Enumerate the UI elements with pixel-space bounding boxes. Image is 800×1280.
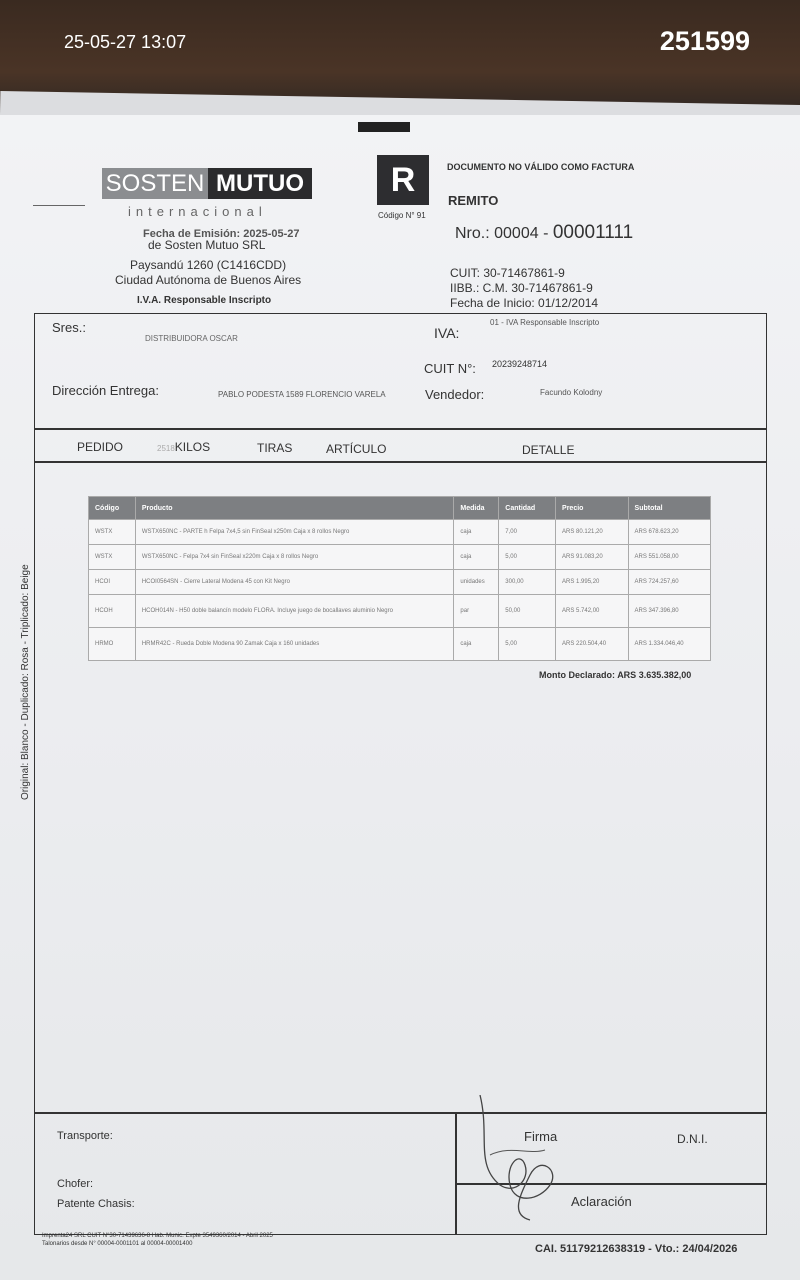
table-cell: WSTX [89, 520, 136, 545]
delivery-address-label: Dirección Entrega: [52, 383, 159, 398]
table-cell: ARS 551.058,00 [628, 545, 710, 570]
table-cell: par [454, 595, 499, 628]
logo-left-text: SOSTEN [102, 168, 208, 199]
document-frame [34, 313, 767, 1235]
table-cell: unidades [454, 570, 499, 595]
table-cell: HCOH [89, 595, 136, 628]
kilos-header [157, 440, 210, 454]
delivery-address-value: PABLO PODESTA 1589 FLORENCIO VARELA [218, 390, 386, 399]
total-label: Monto Declarado: [539, 670, 616, 680]
table-cell: HCOI [89, 570, 136, 595]
top-tab-mark [358, 122, 410, 132]
table-cell: caja [454, 628, 499, 661]
document-type: REMITO [448, 193, 499, 208]
table-cell: ARS 1.995,20 [556, 570, 629, 595]
number-value: 00001111 [552, 222, 634, 243]
table-row [89, 628, 711, 661]
divider [455, 1112, 457, 1234]
logo-subtitle: internacional [128, 204, 267, 219]
kilos-label: KILOS [174, 440, 211, 454]
signature-label: Firma [524, 1129, 558, 1144]
seller-label: Vendedor: [425, 387, 485, 402]
divider [34, 428, 766, 430]
table-cell: ARS 724.257,60 [628, 570, 710, 595]
doc-start-date: Fecha de Inicio: 01/12/2014 [450, 296, 599, 310]
table-row [89, 595, 711, 628]
iva-label: IVA: [434, 325, 460, 341]
table-row [89, 520, 711, 545]
copy-color-note: Original: Blanco - Duplicado: Rosa - Triplicado: Beige [20, 564, 31, 800]
company-name: de Sosten Mutuo SRL [148, 238, 266, 252]
declared-total [539, 670, 691, 680]
table-cell: ARS 91.083,20 [556, 545, 629, 570]
document-letter: R [377, 155, 429, 205]
doc-cuit: CUIT: 30-71467861-9 [450, 266, 565, 280]
number-label: Nro.: [455, 225, 490, 242]
table-cell: WSTX650NC - Felpa 7x4 sin FinSeal x220m Caja x 8 rollos Negro [135, 545, 454, 570]
document-number: Nro.: 00004 - 00001111 [455, 222, 634, 243]
company-logo [102, 168, 312, 199]
sres-label: Sres.: [52, 320, 86, 335]
table-header-row [89, 497, 711, 520]
dni-label: D.N.I. [677, 1132, 708, 1146]
table-cell: HCOH014N - H50 doble balancín modelo FLORA. Incluye juego de bocallaves aluminio Negro [135, 595, 454, 628]
table-cell: WSTX650NC - PARTE h Felpa 7x4,5 sin FinSeal x250m Caja x 8 rollos Negro [135, 520, 454, 545]
items-table [88, 496, 711, 661]
document-code: Código N° 91 [378, 211, 426, 220]
table-cell: 5,00 [499, 628, 556, 661]
number-point: 00004 [494, 225, 539, 242]
sres-value: DISTRIBUIDORA OSCAR [145, 334, 238, 343]
table-cell: ARS 80.121,20 [556, 520, 629, 545]
table-cell: 300,00 [499, 570, 556, 595]
kilos-prefix: 2518 [157, 444, 175, 453]
company-address: Paysandú 1260 (C1416CDD) [130, 258, 287, 272]
iva-value: 01 - IVA Responsable Inscripto [490, 318, 600, 327]
logo-right-text: MUTUO [208, 168, 312, 199]
total-value: ARS 3.635.382,00 [617, 670, 692, 680]
column-header: Cantidad [499, 497, 556, 520]
pedido-header: PEDIDO [77, 440, 124, 454]
table-row [89, 570, 711, 595]
printer-range-line: Talonarios desde N° 00004-0001101 al 00004-00001400 [42, 1241, 193, 1247]
chassis-label: Patente Chasis: [57, 1198, 135, 1210]
photo-timestamp: 25-05-27 13:07 [64, 32, 187, 52]
table-cell: 50,00 [499, 595, 556, 628]
column-header: Producto [135, 497, 454, 520]
table-cell: 5,00 [499, 545, 556, 570]
driver-label: Chofer: [57, 1178, 94, 1190]
company-iva: I.V.A. Responsable Inscripto [137, 295, 272, 306]
column-header: Medida [454, 497, 499, 520]
table-cell: ARS 347.396,80 [628, 595, 710, 628]
column-header: Precio [556, 497, 629, 520]
table-cell: HCOI0564SN - Cierre Lateral Modena 45 con Kit Negro [135, 570, 454, 595]
table-cell: HRMO [89, 628, 136, 661]
emission-date: Fecha de Emisión: 2025-05-27 [143, 228, 300, 240]
cuit-value: 20239248714 [492, 359, 548, 369]
doc-iibb: IIBB.: C.M. 30-71467861-9 [450, 281, 593, 295]
not-valid-notice: DOCUMENTO NO VÁLIDO COMO FACTURA [447, 162, 635, 172]
seller-value: Facundo Kolodny [540, 388, 603, 397]
clarification-label: Aclaración [571, 1194, 632, 1209]
detalle-header: DETALLE [522, 443, 575, 457]
divider [34, 461, 766, 463]
table-cell: WSTX [89, 545, 136, 570]
divider [33, 205, 85, 206]
transport-label: Transporte: [57, 1130, 113, 1142]
company-city: Ciudad Autónoma de Buenos Aires [115, 273, 302, 287]
handwritten-signature [470, 1095, 580, 1225]
divider [34, 1112, 766, 1114]
table-cell: caja [454, 545, 499, 570]
printer-info-line: Imprenta24 SRL CUIT N°30-71439636-8 Hab. Munic. Expte 3549360/2014 - Abril 2025 [42, 1233, 273, 1239]
cai-info: CAI. 51179212638319 - Vto.: 24/04/2026 [535, 1243, 738, 1255]
table-cell: HRMR42C - Rueda Doble Modena 90 Zamak Caja x 160 unidades [135, 628, 454, 661]
table-cell: ARS 5.742,00 [556, 595, 629, 628]
tiras-header: TIRAS [257, 441, 293, 455]
table-cell: caja [454, 520, 499, 545]
photo-id: 251599 [659, 26, 750, 56]
articulo-header: ARTÍCULO [326, 442, 387, 456]
table-cell: ARS 1.334.046,40 [628, 628, 710, 661]
cuit-label: CUIT N°: [424, 361, 476, 376]
column-header: Código [89, 497, 136, 520]
table-cell: ARS 678.623,20 [628, 520, 710, 545]
table-cell: 7,00 [499, 520, 556, 545]
table-row [89, 545, 711, 570]
column-header: Subtotal [628, 497, 710, 520]
table-cell: ARS 220.504,40 [556, 628, 629, 661]
